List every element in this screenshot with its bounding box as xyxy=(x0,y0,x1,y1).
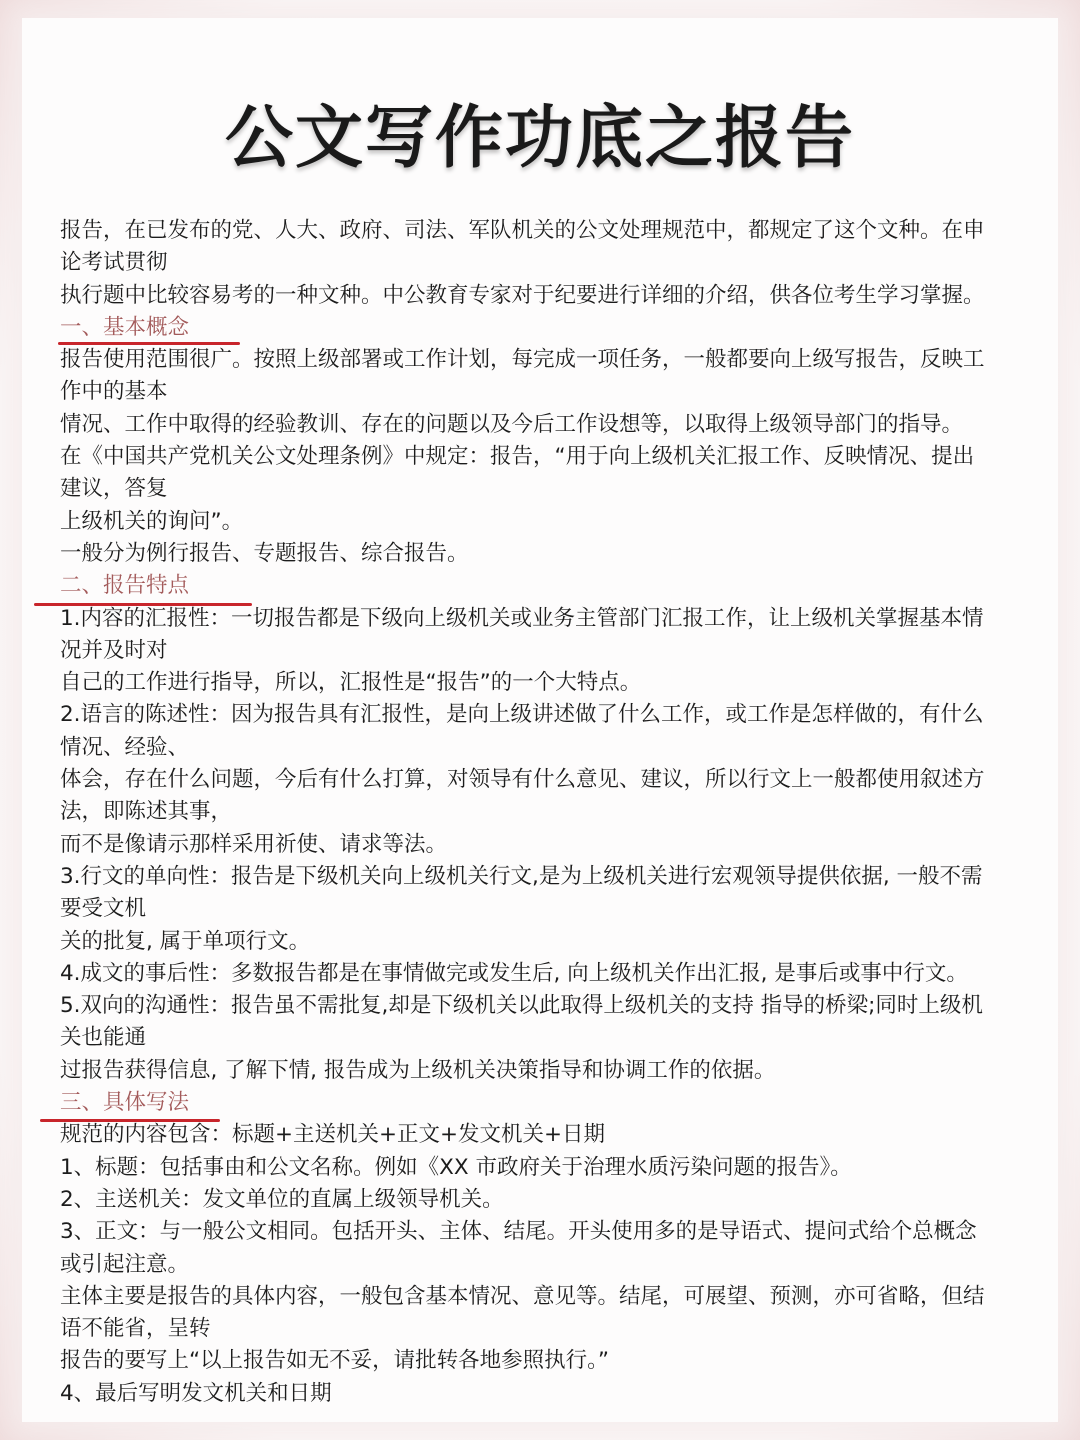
section-heading-1 xyxy=(60,312,1050,344)
heading-underline-1 xyxy=(58,342,240,345)
heading-underline-2 xyxy=(34,603,252,606)
intro-line: 论考试贯彻 xyxy=(60,250,168,276)
section-3-line: 2、主送机关：发文单位的直属上级领导机关。 xyxy=(60,1186,504,1212)
section-3-line: 或引起注意。 xyxy=(60,1251,190,1277)
section-2-line: 3.行文的单向性：报告是下级机关向上级机关行文,是为上级机关进行宏观领导提供依据, 一般不需 xyxy=(60,863,983,889)
section-2-line: 2.语言的陈述性：因为报告具有汇报性，是向上级讲述做了什么工作，或工作是怎样做的，有什么 xyxy=(60,702,984,728)
page-title: 公文写作功底之报告 xyxy=(224,99,855,178)
section-2-line: 自己的工作进行指导，所以，汇报性是“报告”的一个大特点。 xyxy=(60,670,642,696)
section-1-line: 建议，答复 xyxy=(60,476,168,502)
section-1-line: 一般分为例行报告、专题报告、综合报告。 xyxy=(60,540,469,566)
section-2-line: 关也能通 xyxy=(60,1025,147,1051)
section-1-line: 在《中国共产党机关公文处理条例》中规定：报告，“用于向上级机关汇报工作、反映情况、提出 xyxy=(60,444,975,470)
section-1-line: 报告使用范围很广。按照上级部署或工作计划，每完成一项任务，一般都要向上级写报告，反映工 xyxy=(60,347,985,373)
section-heading-text: 一、基本概念 xyxy=(60,314,190,340)
section-1-line: 上级机关的询问”。 xyxy=(60,508,244,534)
section-1-line: 情况、工作中取得的经验教训、存在的问题以及今后工作设想等，以取得上级领导部门的指导。 xyxy=(60,411,964,437)
section-2-line: 而不是像请示那样采用祈使、请求等法。 xyxy=(60,831,448,857)
section-2-line: 况并及时对 xyxy=(60,637,168,663)
section-heading-text: 二、报告特点 xyxy=(60,573,190,599)
intro-line: 执行题中比较容易考的一种文种。中公教育专家对于纪要进行详细的介绍，供各位考生学习掌握。 xyxy=(60,282,985,308)
section-2-line: 过报告获得信息, 了解下情, 报告成为上级机关决策指导和协调工作的依据。 xyxy=(60,1057,776,1083)
section-3-line: 3、正文：与一般公文相同。包括开头、主体、结尾。开头使用多的是导语式、提问式给个总概念 xyxy=(60,1219,977,1245)
section-heading-3 xyxy=(60,1087,1050,1119)
section-3-line: 主体主要是报告的具体内容，一般包含基本情况、意见等。结尾，可展望、预测，亦可省略，但结 xyxy=(60,1283,985,1309)
section-2-line: 1.内容的汇报性：一切报告都是下级向上级机关或业务主管部门汇报工作，让上级机关掌握基本情 xyxy=(60,605,984,631)
section-3-line: 报告的要写上“以上报告如无不妥，请批转各地参照执行。” xyxy=(60,1348,610,1374)
section-2-line: 要受文机 xyxy=(60,896,147,922)
document-body xyxy=(60,215,1050,1410)
section-heading-text: 三、具体写法 xyxy=(60,1090,190,1116)
section-2-line: 4.成文的事后性：多数报告都是在事情做完或发生后, 向上级机关作出汇报, 是事后或事中行文。 xyxy=(60,960,968,986)
intro-line: 报告，在已发布的党、人大、政府、司法、军队机关的公文处理规范中，都规定了这个文种。在申 xyxy=(60,218,985,243)
section-3-line: 语不能省，呈转 xyxy=(60,1316,211,1342)
heading-underline-3 xyxy=(40,1119,220,1122)
section-2-line: 法，即陈述其事， xyxy=(60,799,233,825)
section-1-line: 作中的基本 xyxy=(60,379,168,405)
section-heading-2 xyxy=(60,570,1050,602)
section-2-line: 5.双向的沟通性：报告虽不需批复,却是下级机关以此取得上级机关的支持 指导的桥梁;同时上级机 xyxy=(60,993,983,1019)
section-3-line: 规范的内容包含：标题+主送机关+正文+发文机关+日期 xyxy=(60,1122,606,1148)
section-2-line: 体会，存在什么问题，今后有什么打算，对领导有什么意见、建议，所以行文上一般都使用叙述方 xyxy=(60,767,985,793)
section-2-line: 关的批复, 属于单项行文。 xyxy=(60,928,311,954)
section-3-line: 4、最后写明发文机关和日期 xyxy=(60,1380,332,1406)
section-2-line: 情况、经验、 xyxy=(60,734,190,760)
section-3-line: 1、标题：包括事由和公文名称。例如《XX 市政府关于治理水质污染问题的报告》。 xyxy=(60,1154,852,1180)
